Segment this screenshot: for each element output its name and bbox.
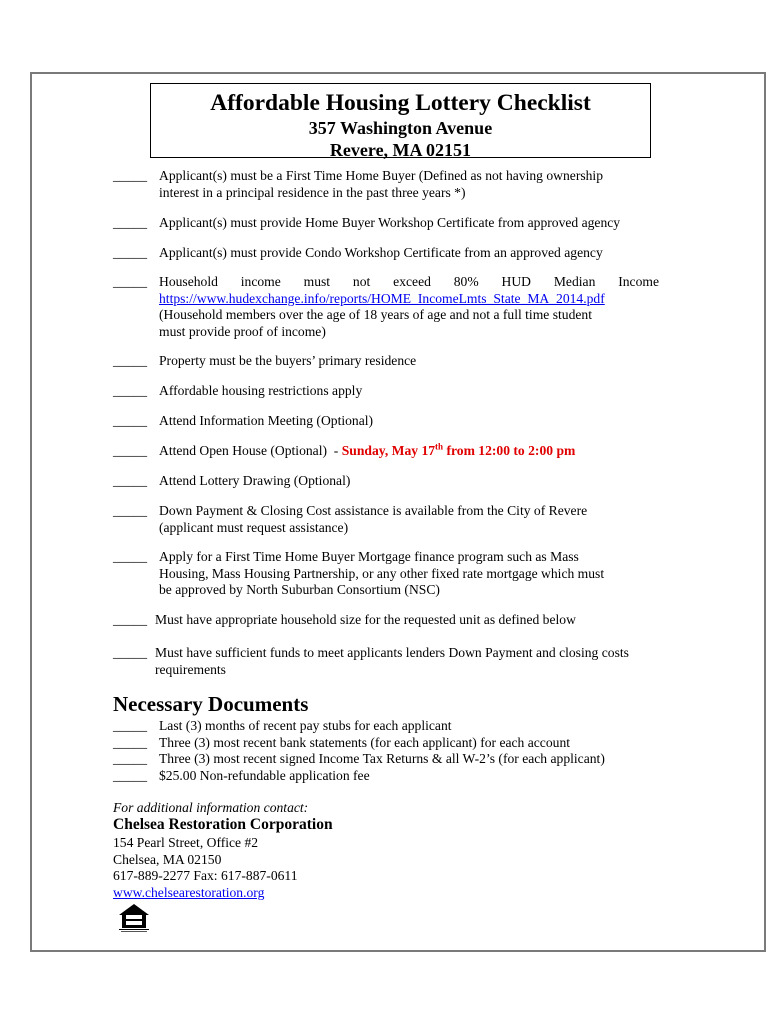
open-house-date bbox=[342, 443, 576, 458]
checkbox-blank[interactable]: _____ bbox=[113, 383, 147, 398]
documents-heading: Necessary Documents bbox=[113, 692, 309, 716]
item-text: Must have sufficient funds to meet applicants lenders Down Payment and closing costs bbox=[155, 645, 629, 660]
checkbox-blank[interactable]: _____ bbox=[113, 768, 147, 783]
item-text-cont: must provide proof of income) bbox=[159, 323, 326, 339]
checkbox-blank[interactable]: _____ bbox=[113, 503, 147, 518]
checkbox-blank[interactable]: _____ bbox=[113, 735, 147, 750]
contact-street: 154 Pearl Street, Office #2 bbox=[113, 835, 259, 850]
item-text: Last (3) months of recent pay stubs for each applicant bbox=[159, 718, 452, 733]
checkbox-blank[interactable]: _____ bbox=[113, 215, 147, 230]
contact-city: Chelsea, MA 02150 bbox=[113, 852, 222, 867]
item-text: Attend Open House (Optional) - bbox=[159, 443, 342, 458]
checkbox-blank[interactable]: _____ bbox=[113, 443, 147, 458]
item-text: Household income must not exceed 80% HUD Median Income bbox=[159, 274, 659, 289]
checkbox-blank[interactable]: _____ bbox=[113, 413, 147, 428]
checkbox-blank[interactable]: _____ bbox=[113, 549, 147, 564]
checkbox-blank[interactable]: _____ bbox=[113, 353, 147, 368]
item-text: Affordable housing restrictions apply bbox=[159, 383, 363, 398]
address-line-1: 357 Washington Avenue bbox=[308, 118, 493, 138]
checkbox-blank[interactable]: _____ bbox=[113, 612, 147, 627]
item-text: Must have appropriate household size for the requested unit as defined below bbox=[155, 612, 576, 627]
contact-org: Chelsea Restoration Corporation bbox=[113, 816, 333, 833]
checkbox-blank[interactable]: _____ bbox=[113, 718, 147, 733]
item-text: Three (3) most recent signed Income Tax Returns & all W-2’s (for each applicant) bbox=[159, 751, 605, 766]
contact-intro: For additional information contact: bbox=[113, 800, 309, 815]
equal-housing-opportunity-icon bbox=[117, 903, 151, 933]
item-text: Attend Lottery Drawing (Optional) bbox=[159, 473, 351, 488]
title-box bbox=[150, 83, 651, 158]
item-text-cont: be approved by North Suburban Consortium (NSC) bbox=[159, 582, 440, 597]
item-text: Applicant(s) must be a First Time Home Buyer (Defined as not having ownership bbox=[159, 168, 604, 183]
checkbox-blank[interactable]: _____ bbox=[113, 473, 147, 488]
checkbox-blank[interactable]: _____ bbox=[113, 645, 147, 660]
hud-income-limits-link[interactable]: https://www.hudexchange.info/reports/HOME_IncomeLmts_State_MA_2014.pdf bbox=[159, 290, 605, 306]
contact-phone: 617-889-2277 Fax: 617-887-0611 bbox=[113, 868, 298, 883]
item-text-cont: (applicant must request assistance) bbox=[159, 519, 349, 535]
item-text-cont: interest in a principal residence in the past three years *) bbox=[159, 184, 466, 200]
checkbox-blank[interactable]: _____ bbox=[113, 168, 147, 183]
address-line-2: Revere, MA 02151 bbox=[329, 140, 472, 160]
ordinal-suffix: th bbox=[435, 441, 444, 452]
item-text: Attend Information Meeting (Optional) bbox=[159, 413, 374, 428]
item-text: $25.00 Non-refundable application fee bbox=[159, 768, 370, 783]
checkbox-blank[interactable]: _____ bbox=[113, 245, 147, 260]
item-text: Applicant(s) must provide Condo Workshop Certificate from an approved agency bbox=[159, 245, 603, 260]
open-house-time: from 12:00 to 2:00 pm bbox=[443, 443, 576, 458]
item-text: Down Payment & Closing Cost assistance is available from the City of Revere bbox=[159, 503, 588, 518]
page-title: Affordable Housing Lottery Checklist bbox=[210, 90, 591, 116]
item-text: Applicant(s) must provide Home Buyer Workshop Certificate from approved agency bbox=[159, 215, 621, 230]
item-text-cont: (Household members over the age of 18 years of age and not a full time student bbox=[159, 307, 592, 322]
item-text: Apply for a First Time Home Buyer Mortgage finance program such as Mass bbox=[159, 549, 579, 564]
item-text: Three (3) most recent bank statements (for each applicant) for each account bbox=[159, 735, 571, 750]
item-text-cont: Housing, Mass Housing Partnership, or any other fixed rate mortgage which must bbox=[159, 565, 605, 581]
checkbox-blank[interactable]: _____ bbox=[113, 751, 147, 766]
contact-website-link[interactable]: www.chelsearestoration.org bbox=[113, 885, 265, 900]
checkbox-blank[interactable]: _____ bbox=[113, 274, 147, 289]
open-house-day: Sunday, May 17 bbox=[341, 443, 436, 458]
item-text: Property must be the buyers’ primary residence bbox=[159, 353, 417, 368]
item-text-cont: requirements bbox=[155, 661, 226, 677]
